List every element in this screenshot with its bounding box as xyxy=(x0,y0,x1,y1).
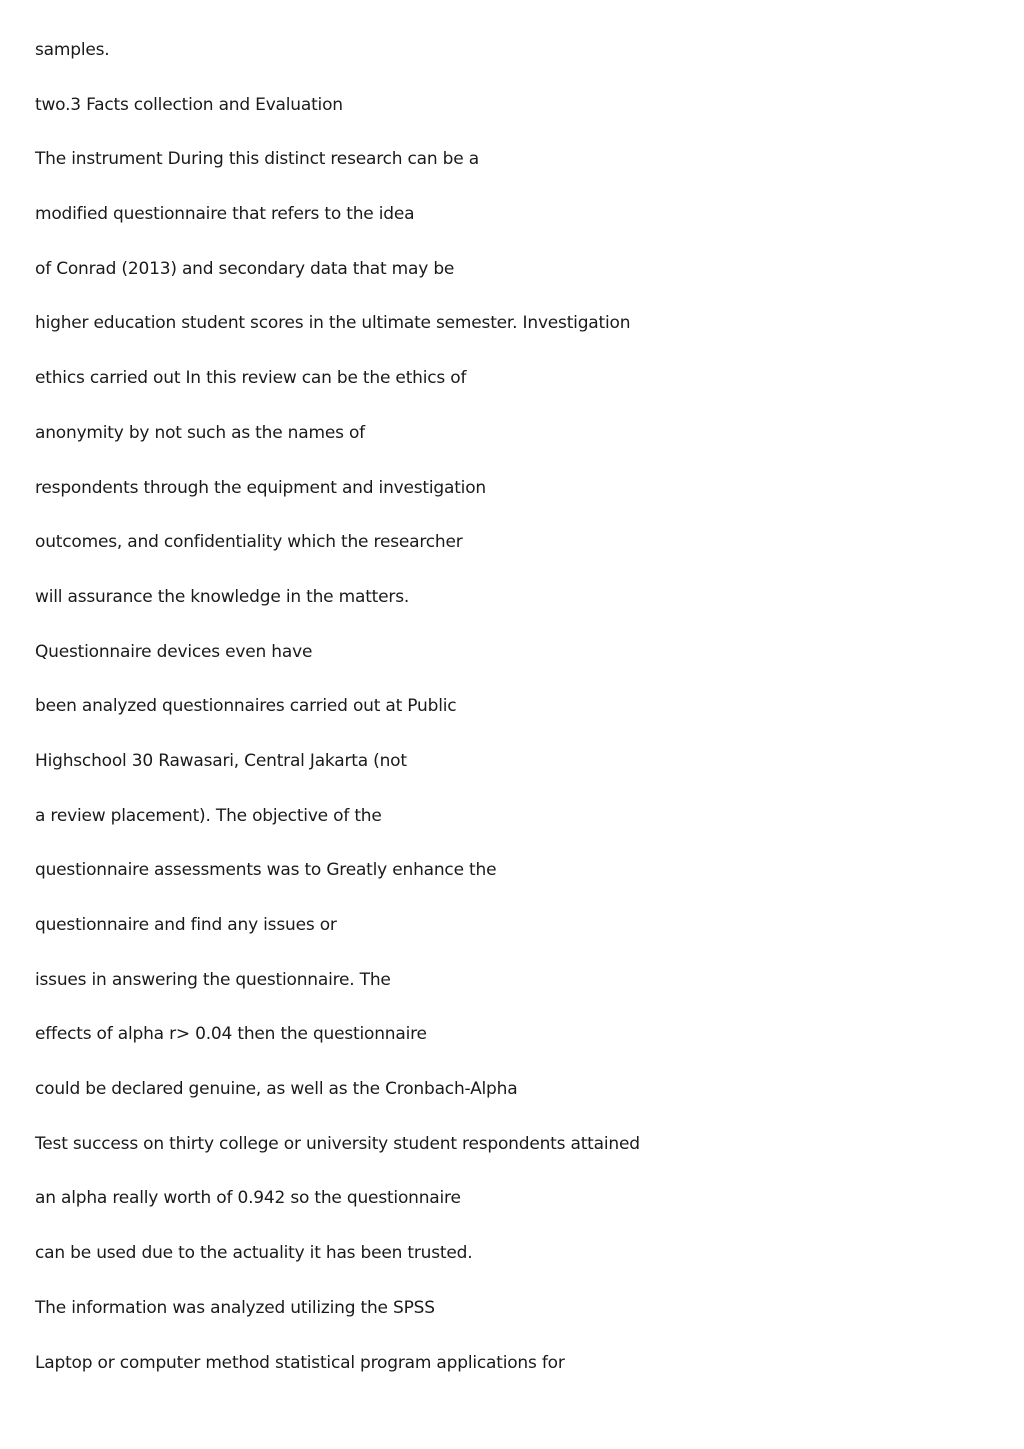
text-line: of Conrad (2013) and secondary data that may be xyxy=(35,258,455,279)
text-line: can be used due to the actuality it has been trusted. xyxy=(35,1243,473,1264)
text-line: higher education student scores in the ultimate semester. Investigation xyxy=(35,313,631,334)
text-line: effects of alpha r> 0.04 then the questionnaire xyxy=(35,1024,427,1045)
text-line: a review placement). The objective of the xyxy=(35,805,382,826)
text-line: could be declared genuine, as well as the Cronbach-Alpha xyxy=(35,1079,518,1100)
text-line: questionnaire assessments was to Greatly enhance the xyxy=(35,860,497,881)
text-line: The information was analyzed utilizing the SPSS xyxy=(35,1297,435,1318)
text-line: questionnaire and find any issues or xyxy=(35,915,337,935)
text-line: anonymity by not such as the names of xyxy=(35,422,365,443)
text-line: The instrument During this distinct research can be a xyxy=(35,149,479,170)
text-line: Highschool 30 Rawasari, Central Jakarta (not xyxy=(35,750,407,771)
text-line: issues in answering the questionnaire. The xyxy=(35,969,391,990)
text-line: respondents through the equipment and investigation xyxy=(35,477,486,498)
text-line: Laptop or computer method statistical program applications for xyxy=(35,1352,565,1373)
text-line: an alpha really worth of 0.942 so the questionnaire xyxy=(35,1188,461,1209)
section-heading: two.3 Facts collection and Evaluation xyxy=(35,94,343,115)
text-line: Test success on thirty college or university student respondents attained xyxy=(35,1133,640,1154)
text-line: samples. xyxy=(35,40,110,60)
text-line: ethics carried out In this review can be the ethics of xyxy=(35,368,467,389)
text-line: Questionnaire devices even have xyxy=(35,641,313,662)
text-line: will assurance the knowledge in the matters. xyxy=(35,586,410,607)
document-body xyxy=(35,36,995,1403)
text-line: outcomes, and confidentiality which the researcher xyxy=(35,532,463,553)
text-line: modified questionnaire that refers to the idea xyxy=(35,204,415,225)
text-line: been analyzed questionnaires carried out at Public xyxy=(35,696,457,717)
